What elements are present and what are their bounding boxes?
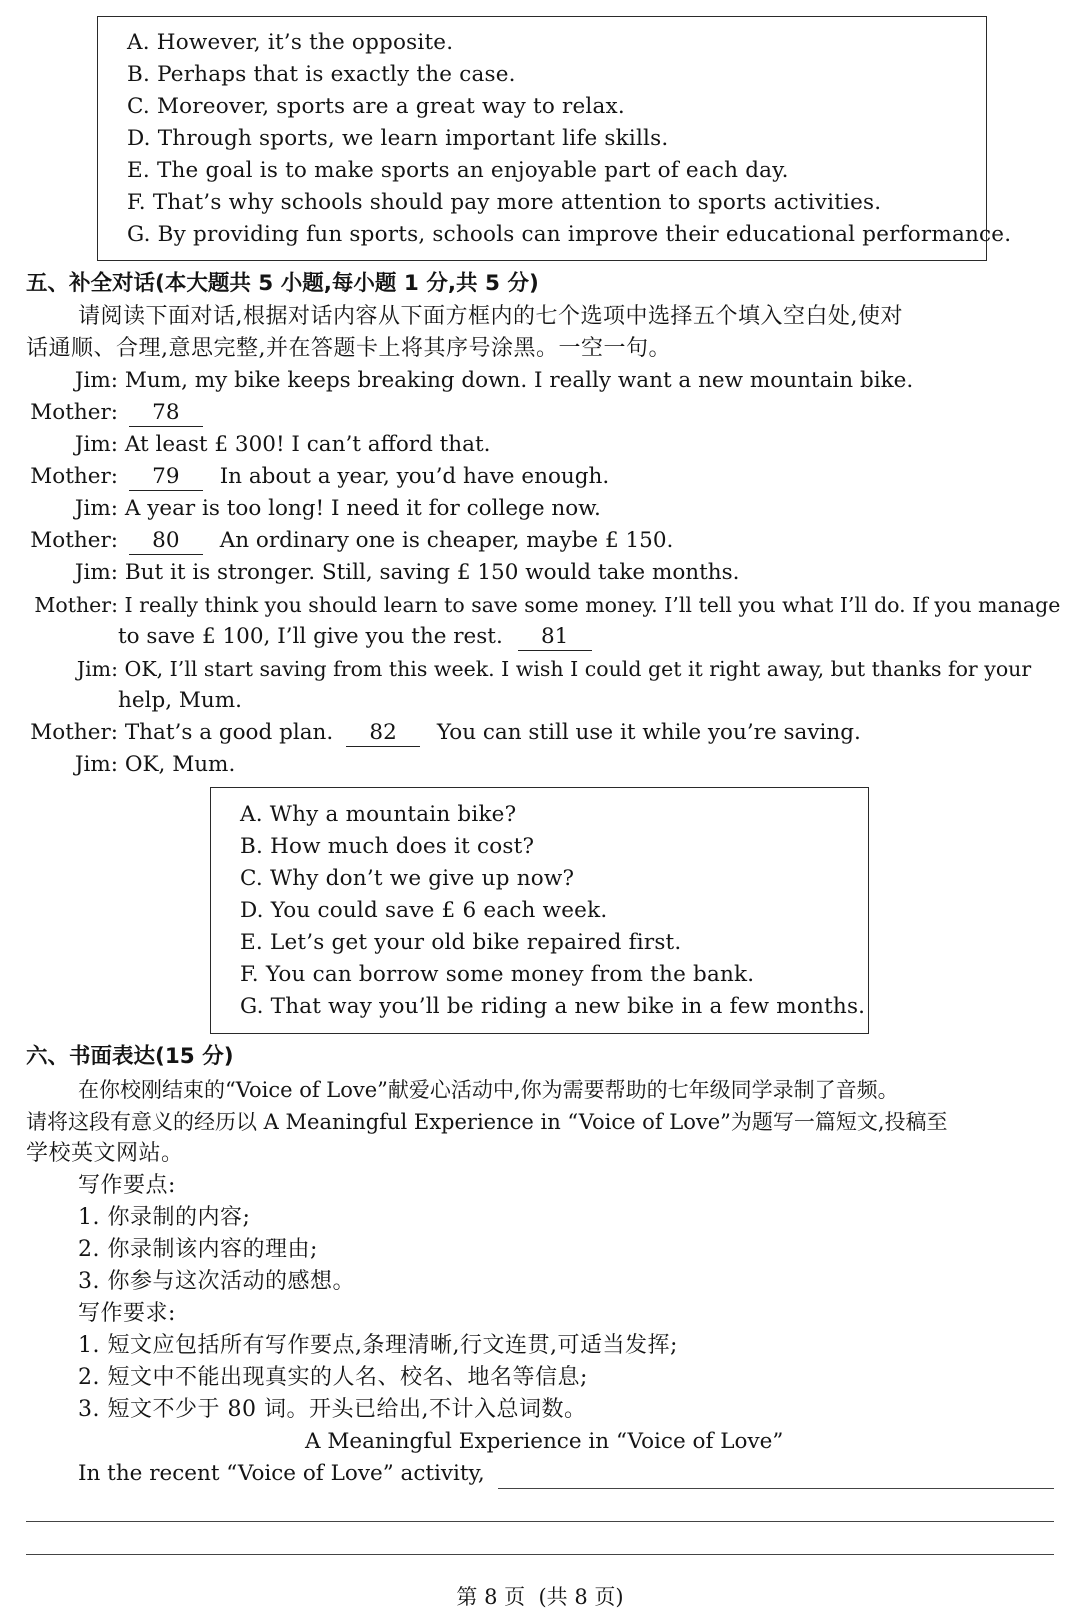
dialogue-line bbox=[26, 429, 490, 461]
speaker: Jim: bbox=[74, 368, 118, 393]
blank-81[interactable]: 81 bbox=[518, 624, 592, 651]
line-text: You can still use it while you’re saving. bbox=[436, 720, 861, 745]
essay-start: In the recent “Voice of Love” activity, bbox=[78, 1461, 485, 1486]
speaker: Mother: bbox=[30, 464, 118, 489]
line-text: But it is stronger. Still, saving £ 150 would take months. bbox=[124, 560, 740, 585]
dialogue-line bbox=[26, 461, 609, 493]
option-b: B. How much does it cost? bbox=[240, 834, 535, 859]
option-f: F. You can borrow some money from the bank. bbox=[240, 962, 755, 987]
option-a: A. However, it’s the opposite. bbox=[127, 30, 454, 55]
dialogue-line bbox=[26, 557, 739, 589]
option-d: D. You could save £ 6 each week. bbox=[240, 898, 608, 923]
section5-instruction-2: 话通顺、合理,意思完整,并在答题卡上将其序号涂黑。一空一句。 bbox=[26, 336, 671, 361]
line-text: to save £ 100, I’ll give you the rest. bbox=[118, 624, 503, 649]
writing-requirement: 2. 短文中不能出现真实的人名、校名、地名等信息; bbox=[78, 1365, 588, 1390]
option-a: A. Why a mountain bike? bbox=[240, 802, 517, 827]
line-text: Mum, my bike keeps breaking down. I really want a new mountain bike. bbox=[124, 368, 914, 393]
option-g: G. That way you’ll be riding a new bike in a few months. bbox=[240, 994, 866, 1019]
dialogue-line bbox=[26, 749, 235, 781]
blank-79[interactable]: 79 bbox=[129, 464, 203, 491]
writing-requirement: 3. 短文不少于 80 词。开头已给出,不计入总词数。 bbox=[78, 1397, 587, 1422]
line-text: A year is too long! I need it for college now. bbox=[124, 496, 601, 521]
blank-82[interactable]: 82 bbox=[346, 720, 420, 747]
section6-prompt-1: 在你校刚结束的“Voice of Love”献爱心活动中,你为需要帮助的七年级同学录制了音频。 bbox=[78, 1078, 899, 1102]
line-text: OK, Mum. bbox=[124, 752, 236, 777]
writing-point: 1. 你录制的内容; bbox=[78, 1205, 251, 1230]
speaker: Mother: bbox=[34, 593, 118, 617]
dialogue-line-cont bbox=[118, 621, 592, 653]
speaker: Jim: bbox=[76, 657, 118, 681]
option-b: B. Perhaps that is exactly the case. bbox=[127, 62, 516, 87]
line-text: I really think you should learn to save some money. I’ll tell you what I’ll do. If you manage bbox=[124, 593, 1061, 617]
speaker: Mother: bbox=[30, 400, 118, 425]
section6-prompt-3: 学校英文网站。 bbox=[26, 1141, 184, 1166]
blank-78[interactable]: 78 bbox=[129, 400, 203, 427]
line-text: That’s a good plan. bbox=[124, 720, 334, 745]
dialogue-line bbox=[26, 365, 913, 397]
line-text: At least £ 300! I can’t afford that. bbox=[124, 432, 491, 457]
section6-title: 六、书面表达(15 分) bbox=[26, 1044, 234, 1069]
line-text: An ordinary one is cheaper, maybe £ 150. bbox=[219, 528, 674, 553]
speaker: Mother: bbox=[30, 528, 118, 553]
option-e: E. Let’s get your old bike repaired first. bbox=[240, 930, 682, 955]
speaker: Mother: bbox=[30, 720, 118, 745]
dialogue-line bbox=[26, 717, 861, 749]
dialogue-line-cont bbox=[118, 685, 242, 717]
option-f: F. That’s why schools should pay more attention to sports activities. bbox=[127, 190, 882, 215]
speaker: Jim: bbox=[74, 560, 118, 585]
dialogue-line bbox=[26, 397, 203, 429]
answer-line[interactable] bbox=[26, 1554, 1054, 1555]
section5-title: 五、补全对话(本大题共 5 小题,每小题 1 分,共 5 分) bbox=[26, 271, 539, 296]
writing-requirement: 1. 短文应包括所有写作要点,条理清晰,行文连贯,可适当发挥; bbox=[78, 1333, 678, 1358]
dialogue-line bbox=[26, 589, 1060, 621]
option-e: E. The goal is to make sports an enjoyable part of each day. bbox=[127, 158, 789, 183]
section6-prompt-2: 请将这段有意义的经历以 A Meaningful Experience in “Voice of Love”为题写一篇短文,投稿至 bbox=[26, 1110, 948, 1134]
option-g: G. By providing fun sports, schools can improve their educational performance. bbox=[127, 222, 1012, 247]
answer-line[interactable] bbox=[26, 1521, 1054, 1522]
writing-requirements-title: 写作要求: bbox=[78, 1301, 176, 1326]
line-text: help, Mum. bbox=[118, 688, 242, 713]
dialogue-line bbox=[26, 493, 601, 525]
speaker: Jim: bbox=[74, 752, 118, 777]
line-text: OK, I’ll start saving from this week. I wish I could get it right away, but thanks for your bbox=[124, 657, 1032, 681]
option-c: C. Why don’t we give up now? bbox=[240, 866, 575, 891]
speaker: Jim: bbox=[74, 496, 118, 521]
option-c: C. Moreover, sports are a great way to relax. bbox=[127, 94, 625, 119]
answer-line[interactable] bbox=[498, 1488, 1054, 1489]
essay-title: A Meaningful Experience in “Voice of Love” bbox=[305, 1429, 784, 1454]
writing-point: 3. 你参与这次活动的感想。 bbox=[78, 1269, 355, 1294]
section5-instruction-1: 请阅读下面对话,根据对话内容从下面方框内的七个选项中选择五个填入空白处,使对 bbox=[78, 304, 903, 329]
blank-80[interactable]: 80 bbox=[129, 528, 203, 555]
page-footer: 第 8 页 (共 8 页) bbox=[456, 1585, 624, 1609]
speaker: Jim: bbox=[74, 432, 118, 457]
writing-points-title: 写作要点: bbox=[78, 1173, 176, 1198]
dialogue-line bbox=[26, 653, 1031, 685]
dialogue-line bbox=[26, 525, 673, 557]
line-text: In about a year, you’d have enough. bbox=[219, 464, 610, 489]
option-d: D. Through sports, we learn important life skills. bbox=[127, 126, 669, 151]
writing-point: 2. 你录制该内容的理由; bbox=[78, 1237, 318, 1262]
